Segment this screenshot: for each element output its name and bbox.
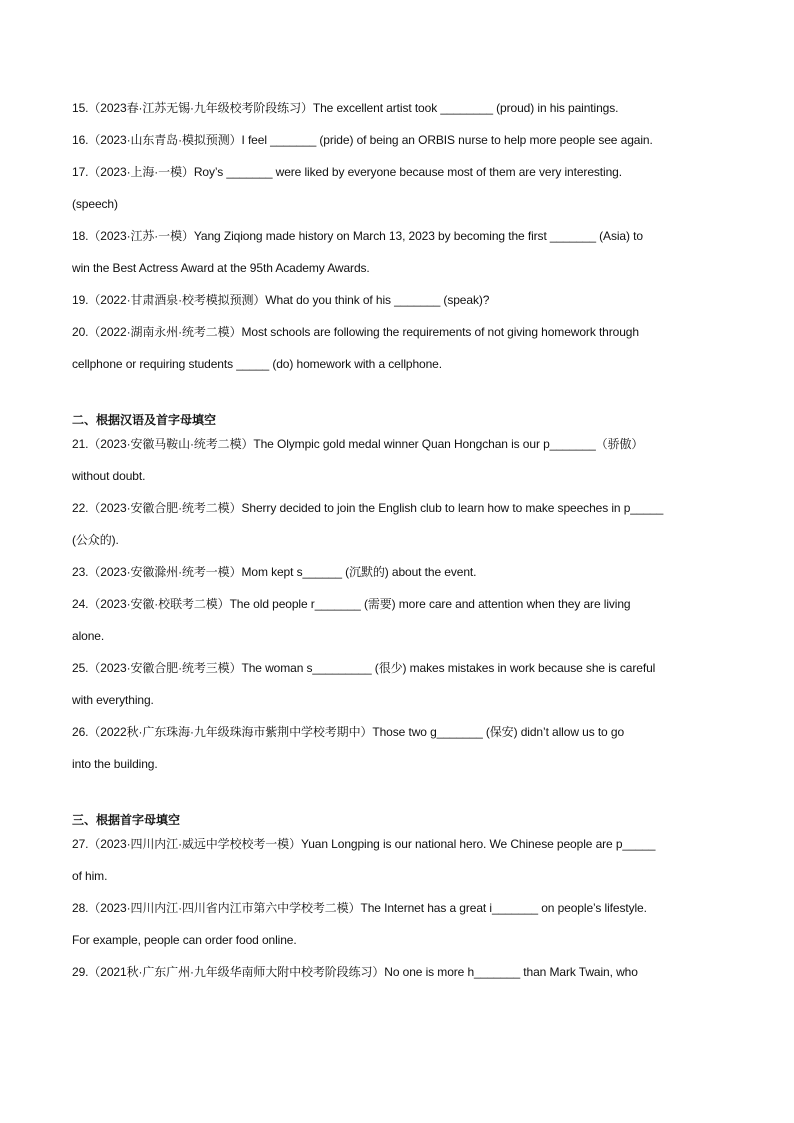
section-heading-3: 三、根据首字母填空 bbox=[72, 813, 181, 827]
question-16: 16.（2023·山东青岛·模拟预测）I feel _______ (pride) of being an ORBIS nurse to help more people see again. bbox=[72, 133, 653, 147]
question-15: 15.（2023春·江苏无锡·九年级校考阶段练习）The excellent artist took ________ (proud) in his paintings. bbox=[72, 101, 619, 115]
question-24: 24.（2023·安徽·校联考二模）The old people r_______ (需要) more care and attention when they are living bbox=[72, 597, 631, 611]
question-29: 29.（2021秋·广东广州·九年级华南师大附中校考阶段练习）No one is more h_______ than Mark Twain, who bbox=[72, 965, 638, 979]
question-27: 27.（2023·四川内江·威远中学校校考一模）Yuan Longping is our national hero. We Chinese people are p_____ bbox=[72, 837, 656, 851]
question-17-cont: (speech) bbox=[72, 197, 118, 211]
question-20: 20.（2022·湖南永州·统考二模）Most schools are following the requirements of not giving homework through bbox=[72, 325, 639, 339]
question-25: 25.（2023·安徽合肥·统考三模）The woman s_________ (很少) makes mistakes in work because she is careful bbox=[72, 661, 656, 675]
question-28: 28.（2023·四川内江·四川省内江市第六中学校考二模）The Internet has a great i_______ on people’s lifestyle. bbox=[72, 901, 647, 915]
question-18-cont: win the Best Actress Award at the 95th Academy Awards. bbox=[72, 261, 370, 275]
question-22: 22.（2023·安徽合肥·统考二模）Sherry decided to join the English club to learn how to make speeches in p_____ bbox=[72, 501, 664, 515]
section-gap bbox=[72, 786, 724, 810]
question-19: 19.（2022·甘肃酒泉·校考模拟预测）What do you think of his _______ (speak)? bbox=[72, 293, 490, 307]
question-24-cont: alone. bbox=[72, 629, 105, 643]
question-22-cont: (公众的). bbox=[72, 533, 119, 547]
question-20-cont: cellphone or requiring students _____ (do) homework with a cellphone. bbox=[72, 357, 442, 371]
section-gap bbox=[72, 386, 724, 410]
question-26: 26.（2022秋·广东珠海·九年级珠海市紫荆中学校考期中）Those two g_______ (保安) didn’t allow us to go bbox=[72, 725, 625, 739]
question-26-cont: into the building. bbox=[72, 757, 158, 771]
question-17: 17.（2023·上海·一模）Roy’s _______ were liked by everyone because most of them are very interesting. bbox=[72, 165, 622, 179]
document-content bbox=[72, 98, 724, 994]
question-25-cont: with everything. bbox=[72, 693, 154, 707]
question-21: 21.（2023·安徽马鞍山·统考二模）The Olympic gold medal winner Quan Hongchan is our p_______（骄傲） bbox=[72, 437, 644, 451]
question-28-cont: For example, people can order food online. bbox=[72, 933, 297, 947]
question-21-cont: without doubt. bbox=[72, 469, 146, 483]
question-18: 18.（2023·江苏·一模）Yang Ziqiong made history on March 13, 2023 by becoming the first _______ (Asia) to bbox=[72, 229, 643, 243]
section-heading-2: 二、根据汉语及首字母填空 bbox=[72, 413, 217, 427]
question-23: 23.（2023·安徽滁州·统考一模）Mom kept s______ (沉默的) about the event. bbox=[72, 565, 477, 579]
question-27-cont: of him. bbox=[72, 869, 108, 883]
